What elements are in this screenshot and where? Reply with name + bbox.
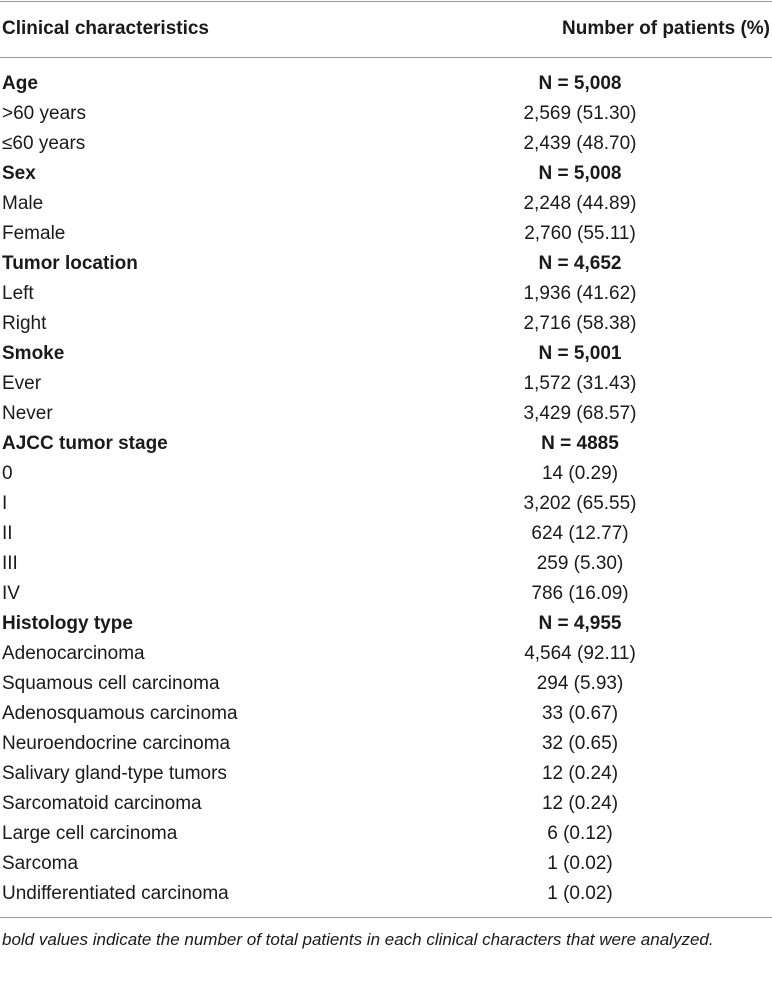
row-value: 14 (0.29)	[541, 463, 619, 484]
row-label: >60 years	[2, 103, 86, 124]
row-value: 4,564 (92.11)	[524, 643, 636, 664]
table-group-row	[0, 249, 772, 279]
group-label: Tumor location	[2, 253, 138, 274]
row-label: Squamous cell carcinoma	[2, 673, 220, 694]
group-total: N = 4885	[541, 433, 619, 454]
row-value: 2,248 (44.89)	[523, 193, 637, 214]
table-group-row	[0, 159, 772, 189]
row-value: 12 (0.24)	[541, 763, 619, 784]
header-number-of-patients: Number of patients (%)	[562, 18, 770, 39]
table-row	[0, 279, 772, 309]
group-total: N = 4,955	[538, 613, 622, 634]
header-clinical-characteristics: Clinical characteristics	[2, 18, 209, 39]
table-group-row	[0, 339, 772, 369]
row-value: 624 (12.77)	[531, 523, 629, 544]
table-row	[0, 639, 772, 669]
row-label: Never	[2, 403, 53, 424]
table-row	[0, 789, 772, 819]
row-label: Male	[2, 193, 44, 214]
table-row	[0, 669, 772, 699]
row-label: ≤60 years	[2, 133, 86, 154]
row-value: 294 (5.93)	[536, 673, 624, 694]
table-row	[0, 579, 772, 609]
row-label: IV	[2, 583, 20, 604]
table-row	[0, 129, 772, 159]
table-row	[0, 399, 772, 429]
group-label: AJCC tumor stage	[2, 433, 168, 454]
row-label: Salivary gland-type tumors	[2, 763, 227, 784]
table-row	[0, 699, 772, 729]
row-value: 3,429 (68.57)	[523, 403, 637, 424]
table-header-rule	[0, 57, 772, 58]
table-row	[0, 879, 772, 909]
group-label: Age	[2, 73, 38, 94]
row-label: Sarcoma	[2, 853, 79, 874]
table-row	[0, 549, 772, 579]
table-body	[0, 69, 772, 909]
row-label: Ever	[2, 373, 42, 394]
row-value: 259 (5.30)	[536, 553, 624, 574]
table-group-row	[0, 609, 772, 639]
row-label: 0	[2, 463, 13, 484]
row-label: II	[2, 523, 13, 544]
row-value: 32 (0.65)	[541, 733, 619, 754]
row-value: 6 (0.12)	[547, 823, 613, 844]
row-label: Adenosquamous carcinoma	[2, 703, 238, 724]
row-value: 33 (0.67)	[541, 703, 619, 724]
table-top-rule	[0, 1, 772, 2]
group-total: N = 4,652	[538, 253, 622, 274]
table-row	[0, 219, 772, 249]
row-value: 2,716 (58.38)	[523, 313, 637, 334]
row-value: 12 (0.24)	[541, 793, 619, 814]
group-label: Smoke	[2, 343, 65, 364]
table-row	[0, 729, 772, 759]
row-label: I	[2, 493, 8, 514]
table-row	[0, 849, 772, 879]
row-label: III	[2, 553, 18, 574]
row-value: 1 (0.02)	[547, 883, 613, 904]
row-value: 2,439 (48.70)	[523, 133, 637, 154]
row-label: Female	[2, 223, 66, 244]
table-row	[0, 459, 772, 489]
table-footnote: bold values indicate the number of total patients in each clinical characters that were analyzed.	[2, 930, 714, 949]
table-group-row	[0, 429, 772, 459]
table-row	[0, 189, 772, 219]
table-row	[0, 309, 772, 339]
row-value: 2,569 (51.30)	[523, 103, 637, 124]
row-value: 1,572 (31.43)	[523, 373, 637, 394]
row-value: 2,760 (55.11)	[524, 223, 636, 244]
row-label: Left	[2, 283, 34, 304]
row-value: 1,936 (41.62)	[523, 283, 637, 304]
table-row	[0, 759, 772, 789]
table-group-row	[0, 69, 772, 99]
row-label: Right	[2, 313, 47, 334]
table-row	[0, 489, 772, 519]
row-label: Undifferentiated carcinoma	[2, 883, 229, 904]
row-value: 786 (16.09)	[531, 583, 629, 604]
table-row	[0, 819, 772, 849]
table-bottom-rule	[0, 917, 772, 918]
table-row	[0, 519, 772, 549]
row-value: 1 (0.02)	[547, 853, 613, 874]
table-row	[0, 99, 772, 129]
group-total: N = 5,001	[538, 343, 622, 364]
row-label: Adenocarcinoma	[2, 643, 145, 664]
group-total: N = 5,008	[538, 163, 622, 184]
group-label: Sex	[2, 163, 36, 184]
group-total: N = 5,008	[538, 73, 622, 94]
group-label: Histology type	[2, 613, 133, 634]
row-label: Large cell carcinoma	[2, 823, 178, 844]
row-label: Sarcomatoid carcinoma	[2, 793, 202, 814]
row-label: Neuroendocrine carcinoma	[2, 733, 231, 754]
table-header-row	[0, 12, 772, 46]
table-row	[0, 369, 772, 399]
row-value: 3,202 (65.55)	[523, 493, 637, 514]
